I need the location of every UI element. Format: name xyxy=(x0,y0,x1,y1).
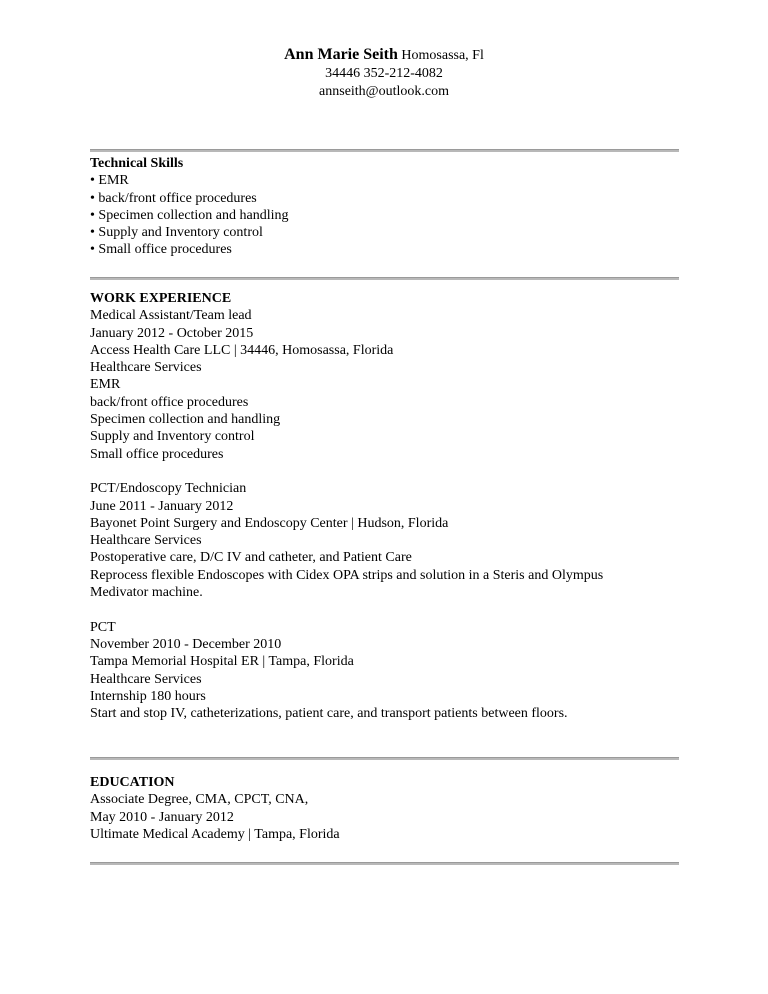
spacer xyxy=(90,463,690,480)
job-title: PCT/Endoscopy Technician xyxy=(90,481,247,497)
skill-item: • EMR xyxy=(90,173,129,189)
divider-rule xyxy=(90,862,679,865)
job-detail: EMR xyxy=(90,377,121,393)
job-detail: Internship 180 hours xyxy=(90,688,206,704)
education-heading: EDUCATION xyxy=(90,775,175,790)
job-detail: Specimen collection and handling xyxy=(90,412,281,428)
skill-item: • Supply and Inventory control xyxy=(90,225,263,241)
job-industry: Healthcare Services xyxy=(90,533,202,549)
work-section xyxy=(90,290,690,722)
spacer xyxy=(90,601,690,618)
candidate-email: annseith@outlook.com xyxy=(319,84,449,99)
skill-item: • Small office procedures xyxy=(90,242,232,258)
job-title: PCT xyxy=(90,619,116,635)
job-employer: Tampa Memorial Hospital ER | Tampa, Florida xyxy=(90,654,354,670)
resume-header xyxy=(284,45,484,101)
education-dates: May 2010 - January 2012 xyxy=(90,809,234,825)
candidate-name: Ann Marie Seith xyxy=(284,46,398,63)
job-employer: Access Health Care LLC | 34446, Homosassa, Florida xyxy=(90,342,394,358)
job-detail: Supply and Inventory control xyxy=(90,429,255,445)
job-detail: Small office procedures xyxy=(90,446,224,462)
divider-rule xyxy=(90,757,679,760)
job-dates: November 2010 - December 2010 xyxy=(90,636,282,652)
education-school: Ultimate Medical Academy | Tampa, Florida xyxy=(90,826,340,842)
skills-section xyxy=(90,155,690,259)
job-detail: back/front office procedures xyxy=(90,394,249,410)
divider-rule xyxy=(90,149,679,152)
job-detail: Start and stop IV, catheterizations, patient care, and transport patients between floors. xyxy=(90,706,568,722)
candidate-address: Homosassa, Fl 34446 xyxy=(325,48,484,81)
job-dates: January 2012 - October 2015 xyxy=(90,325,254,341)
job-title: Medical Assistant/Team lead xyxy=(90,308,252,324)
skill-item: • back/front office procedures xyxy=(90,190,257,206)
job-detail: Postoperative care, D/C IV and catheter, and Patient Care xyxy=(90,550,412,566)
skill-item: • Specimen collection and handling xyxy=(90,207,289,223)
education-section xyxy=(90,774,690,843)
education-degree: Associate Degree, CMA, CPCT, CNA, xyxy=(90,792,309,808)
work-heading: WORK EXPERIENCE xyxy=(90,291,232,306)
job-detail: Medivator machine. xyxy=(90,585,203,601)
skills-heading: Technical Skills xyxy=(90,156,184,171)
job-industry: Healthcare Services xyxy=(90,360,202,376)
job-detail: Reprocess flexible Endoscopes with Cidex OPA strips and solution in a Steris and Olympus xyxy=(90,567,604,583)
divider-rule xyxy=(90,277,679,280)
job-employer: Bayonet Point Surgery and Endoscopy Center | Hudson, Florida xyxy=(90,515,449,531)
job-industry: Healthcare Services xyxy=(90,671,202,687)
job-dates: June 2011 - January 2012 xyxy=(90,498,234,514)
candidate-phone: 352-212-4082 xyxy=(363,66,443,81)
